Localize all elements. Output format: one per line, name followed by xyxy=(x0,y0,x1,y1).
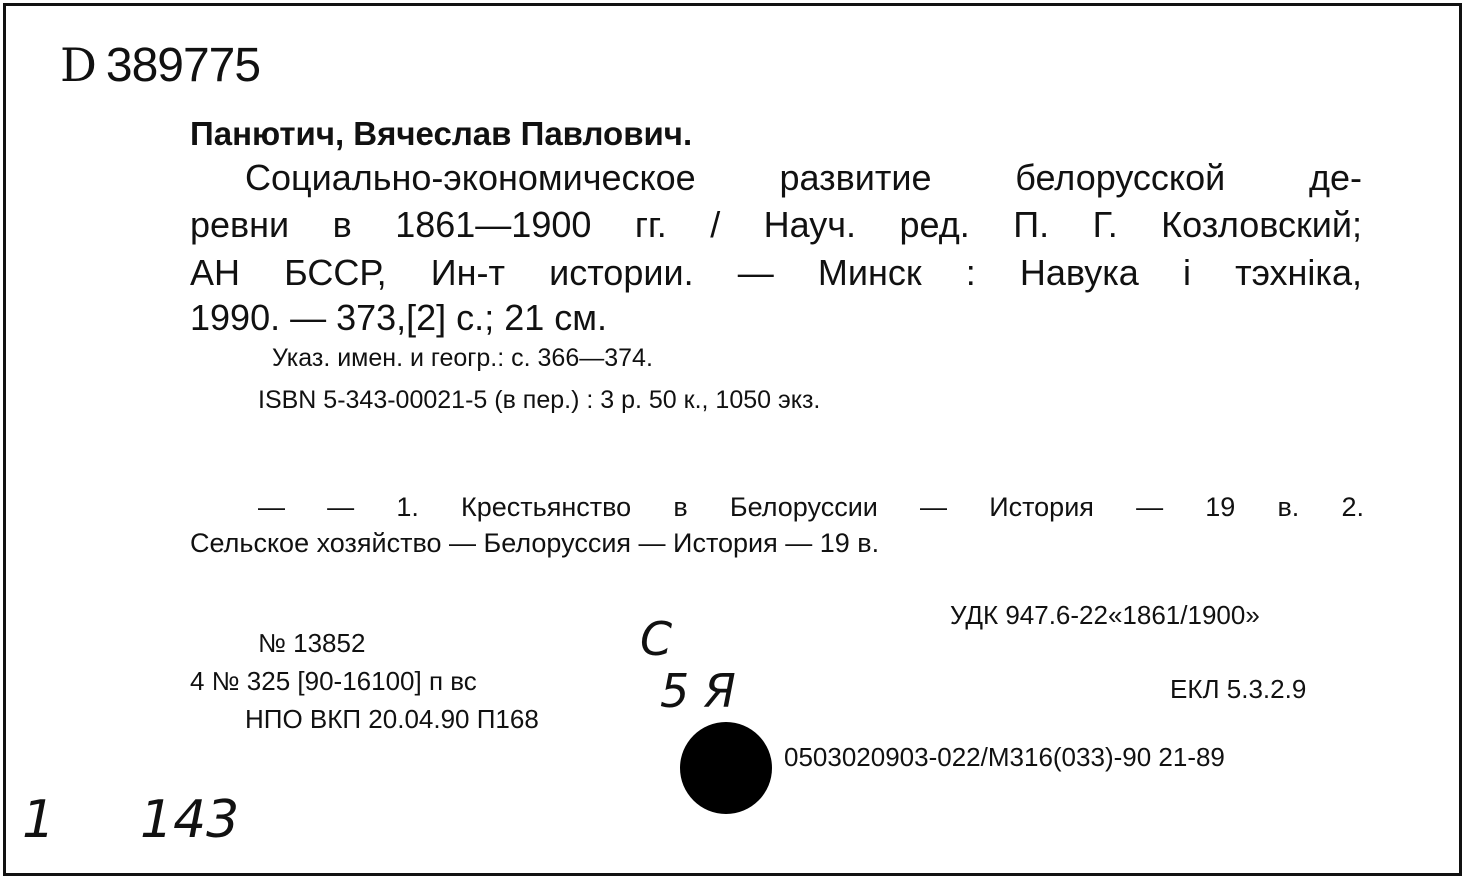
ekl-line: ЕКЛ 5.3.2.9 xyxy=(1170,674,1307,704)
code-line: 0503020903-022/М316(033)-90 21-89 xyxy=(784,742,1225,772)
subject-line-2: Сельское хозяйство — Белоруссия — История — 19 в. xyxy=(190,528,880,558)
catalog-number: № 13852 xyxy=(258,628,366,658)
handwritten-5r: 5 Я xyxy=(660,664,736,718)
call-number-value: 389775 xyxy=(105,39,261,92)
call-number-letter: D xyxy=(60,38,96,92)
call-number xyxy=(60,38,261,92)
isbn-line: ISBN 5-343-00021-5 (в пер.) : 3 р. 50 к., 1050 экз. xyxy=(258,386,821,414)
publisher-line: НПО ВКП 20.04.90 П168 xyxy=(245,704,539,734)
title-line-2: ревни в 1861—1900 гг. / Науч. ред. П. Г. Козловский; xyxy=(190,204,1362,245)
title-line-4: 1990. — 373,[2] с.; 21 см. xyxy=(190,297,607,338)
udk-line: УДК 947.6-22«1861/1900» xyxy=(950,600,1260,630)
title-line-3: АН БССР, Ин-т истории. — Минск : Навука і тэхніка, xyxy=(190,252,1362,293)
punch-hole-dot xyxy=(680,722,772,814)
subject-line-1: — — 1. Крестьянство в Белоруссии — История — 19 в. 2. xyxy=(258,492,1364,522)
order-line: 4 № 325 [90-16100] п вс xyxy=(190,666,477,696)
author-heading: Панютич, Вячеслав Павлович. xyxy=(190,115,693,152)
title-line-1: Социально-экономическое развитие белорусской де- xyxy=(245,157,1362,198)
handwritten-c: С xyxy=(640,612,673,666)
handwritten-1: 1 xyxy=(22,790,56,850)
index-note: Указ. имен. и геогр.: с. 366—374. xyxy=(272,344,653,372)
handwritten-143: 143 xyxy=(140,790,240,850)
